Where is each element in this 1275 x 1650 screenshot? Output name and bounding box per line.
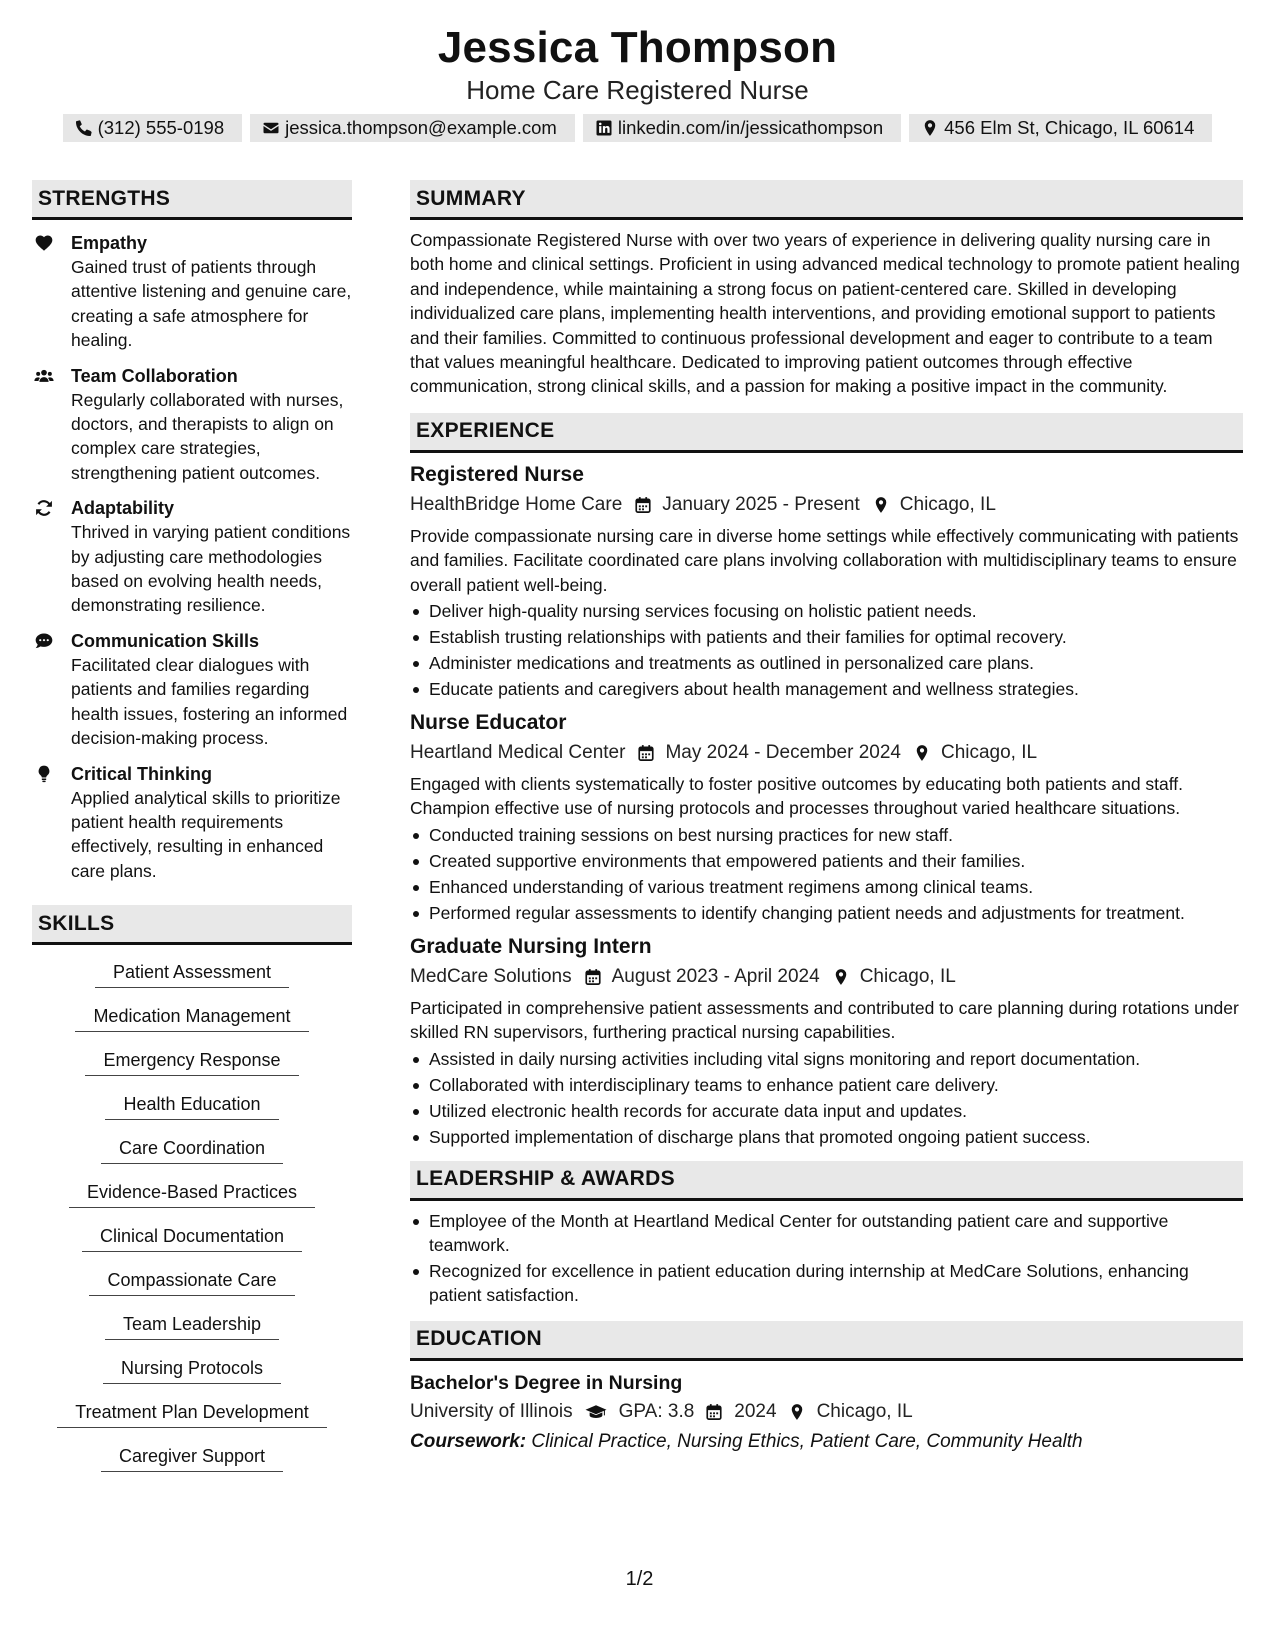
job-meta bbox=[410, 962, 1243, 992]
skill-tag: Team Leadership bbox=[105, 1311, 279, 1340]
contact-bar bbox=[0, 114, 1275, 142]
skill-tag: Patient Assessment bbox=[95, 959, 289, 988]
bullet-item: Conducted training sessions on best nursing practices for new staff. bbox=[410, 823, 1243, 847]
leadership-heading: LEADERSHIP & AWARDS bbox=[410, 1161, 1243, 1201]
degree-title: Bachelor's Degree in Nursing bbox=[410, 1371, 683, 1394]
location-pin-icon bbox=[832, 968, 850, 986]
education-heading: EDUCATION bbox=[410, 1321, 1243, 1361]
linkedin-text: linkedin.com/in/jessicathompson bbox=[617, 117, 884, 138]
linkedin-icon bbox=[595, 119, 613, 137]
job-bullets bbox=[410, 1047, 1243, 1149]
location-pin-icon bbox=[913, 744, 931, 762]
contact-email[interactable] bbox=[250, 114, 575, 142]
bullet-item: Created supportive environments that empowered patients and their families. bbox=[410, 849, 1243, 873]
calendar-icon bbox=[637, 744, 655, 762]
resume-header bbox=[0, 22, 1275, 106]
education-meta bbox=[410, 1397, 1243, 1427]
job-location: Chicago, IL bbox=[859, 965, 956, 987]
strength-title: Critical Thinking bbox=[71, 763, 213, 784]
candidate-title: Home Care Registered Nurse bbox=[466, 75, 809, 105]
bullet-item: Establish trusting relationships with patients and their families for optimal recovery. bbox=[410, 625, 1243, 649]
job-company: HealthBridge Home Care bbox=[410, 493, 623, 515]
contact-phone bbox=[63, 114, 243, 142]
bullet-item: Deliver high-quality nursing services focusing on holistic patient needs. bbox=[410, 599, 1243, 623]
strength-item bbox=[32, 629, 352, 751]
strength-title: Communication Skills bbox=[71, 630, 260, 651]
job-bullets bbox=[410, 599, 1243, 701]
award-item: Employee of the Month at Heartland Medical Center for outstanding patient care and supportive teamwork. bbox=[410, 1209, 1243, 1257]
skill-tag: Caregiver Support bbox=[101, 1443, 283, 1472]
sync-icon bbox=[34, 498, 54, 518]
strength-item bbox=[32, 496, 352, 618]
strength-item bbox=[32, 364, 352, 486]
strength-title: Adaptability bbox=[71, 498, 175, 519]
phone-text: (312) 555-0198 bbox=[97, 117, 225, 138]
strength-desc: Facilitated clear dialogues with patients and families regarding health issues, fostering an informed decision-making process. bbox=[71, 654, 348, 749]
skill-tag: Emergency Response bbox=[85, 1047, 298, 1076]
strength-item bbox=[32, 231, 352, 353]
graduation-cap-icon bbox=[583, 1403, 609, 1421]
strength-desc: Regularly collaborated with nurses, doctors, and therapists to align on complex care strategies, strengthening patient outcomes. bbox=[71, 389, 344, 483]
bullet-item: Educate patients and caregivers about health management and wellness strategies. bbox=[410, 677, 1243, 701]
location-pin-icon bbox=[921, 119, 939, 137]
coursework bbox=[410, 1427, 1243, 1457]
candidate-name: Jessica Thompson bbox=[437, 23, 838, 72]
job-company: MedCare Solutions bbox=[410, 965, 572, 987]
envelope-icon bbox=[262, 119, 280, 137]
left-column bbox=[32, 180, 352, 1487]
chat-icon bbox=[34, 631, 54, 651]
location-pin-icon bbox=[872, 496, 890, 514]
skill-tag: Care Coordination bbox=[101, 1135, 283, 1164]
strength-desc: Applied analytical skills to prioritize patient health requirements effectively, resulting in enhanced care plans. bbox=[71, 787, 341, 881]
award-item: Recognized for excellence in patient education during internship at MedCare Solutions, enhancing patient satisfaction. bbox=[410, 1259, 1243, 1307]
strength-desc: Gained trust of patients through attentive listening and genuine care, creating a safe atmosphere for healing. bbox=[71, 257, 352, 351]
job-entry bbox=[410, 460, 1243, 701]
email-text: jessica.thompson@example.com bbox=[285, 117, 557, 138]
calendar-icon bbox=[584, 968, 602, 986]
job-entry bbox=[410, 708, 1243, 925]
skill-tag: Evidence-Based Practices bbox=[69, 1179, 315, 1208]
bullet-item: Assisted in daily nursing activities including vital signs monitoring and report documentation. bbox=[410, 1047, 1243, 1071]
location-pin-icon bbox=[787, 1403, 807, 1421]
page-number-text: 1/2 bbox=[625, 1568, 654, 1590]
job-title: Nurse Educator bbox=[410, 711, 567, 735]
bullet-item: Performed regular assessments to identify changing patient needs and adjustments for treatment. bbox=[410, 901, 1243, 925]
contact-address bbox=[909, 114, 1212, 142]
strength-title: Team Collaboration bbox=[71, 365, 238, 386]
skill-tag: Clinical Documentation bbox=[82, 1223, 302, 1252]
bullet-item: Administer medications and treatments as outlined in personalized care plans. bbox=[410, 651, 1243, 675]
phone-icon bbox=[75, 119, 93, 137]
job-bullets bbox=[410, 823, 1243, 925]
strength-item bbox=[32, 762, 352, 884]
skill-tag: Health Education bbox=[105, 1091, 278, 1120]
page-number bbox=[0, 1568, 1275, 1591]
strength-desc: Thrived in varying patient conditions by adjusting care methodologies based on evolving health needs, demonstrating resilience. bbox=[71, 522, 351, 616]
job-dates: May 2024 - December 2024 bbox=[665, 742, 901, 764]
experience-heading: EXPERIENCE bbox=[410, 413, 1243, 453]
strength-title: Empathy bbox=[71, 233, 148, 253]
calendar-icon bbox=[634, 496, 652, 514]
right-column bbox=[410, 180, 1243, 1457]
skill-tag: Medication Management bbox=[75, 1003, 308, 1032]
skills-list bbox=[32, 959, 352, 1487]
leadership-list bbox=[410, 1209, 1243, 1307]
job-description: Provide compassionate nursing care in diverse home settings while effectively communicating with patients and families. Facilitate coordinated care plans involving collaboration with multidisciplinary teams to ensure overall patient well-being. bbox=[410, 525, 1239, 595]
skill-tag: Nursing Protocols bbox=[103, 1355, 281, 1384]
graduation-year: 2024 bbox=[734, 1400, 777, 1422]
job-entry bbox=[410, 932, 1243, 1149]
bullet-item: Enhanced understanding of various treatment regimens among clinical teams. bbox=[410, 875, 1243, 899]
job-title: Registered Nurse bbox=[410, 462, 584, 486]
job-meta bbox=[410, 738, 1243, 768]
skill-tag: Compassionate Care bbox=[89, 1267, 294, 1296]
job-dates: January 2025 - Present bbox=[662, 493, 860, 515]
job-meta bbox=[410, 490, 1243, 520]
job-location: Chicago, IL bbox=[899, 493, 996, 515]
summary-heading: SUMMARY bbox=[410, 180, 1243, 220]
address-text: 456 Elm St, Chicago, IL 60614 bbox=[944, 117, 1195, 138]
job-title: Graduate Nursing Intern bbox=[410, 934, 652, 958]
coursework-label: Coursework: bbox=[410, 1430, 527, 1452]
strengths-heading: STRENGTHS bbox=[32, 180, 352, 220]
bullet-item: Collaborated with interdisciplinary teams to enhance patient care delivery. bbox=[410, 1073, 1243, 1097]
school-name: University of Illinois bbox=[410, 1400, 573, 1422]
job-company: Heartland Medical Center bbox=[410, 742, 626, 764]
heart-icon bbox=[34, 233, 54, 253]
job-description: Participated in comprehensive patient assessments and contributed to care planning during rotations under skilled RN supervisors, furthering practical nursing capabilities. bbox=[410, 997, 1239, 1043]
job-description: Engaged with clients systematically to foster positive outcomes by educating both patients and staff. Champion effective use of nursing protocols and processes throughout varied healthcare situations. bbox=[410, 774, 1184, 819]
skill-tag: Treatment Plan Development bbox=[57, 1399, 326, 1428]
contact-linkedin[interactable] bbox=[583, 114, 901, 142]
summary-text: Compassionate Registered Nurse with over two years of experience in delivering quality nursing care in both home and clinical settings. Proficient in using advanced medical technology to promote patient healing and independence, while maintaining a strong focus on patient-centered care. Skilled in developing individualized care plans, implementing health interventions, and providing emotional support to patients and their families. Committed to continuous professional development and eager to contribute to a team that values meaningful healthcare. Dedicated to improving patient outcomes through effective communication, strong clinical skills, and a passion for making a positive impact in the community. bbox=[410, 230, 1240, 397]
calendar-icon bbox=[704, 1403, 724, 1421]
lightbulb-icon bbox=[34, 764, 54, 784]
school-location: Chicago, IL bbox=[816, 1400, 913, 1422]
job-location: Chicago, IL bbox=[940, 742, 1038, 764]
skills-heading: SKILLS bbox=[32, 905, 352, 945]
bullet-item: Utilized electronic health records for accurate data input and updates. bbox=[410, 1099, 1243, 1123]
users-icon bbox=[34, 366, 54, 386]
gpa: GPA: 3.8 bbox=[618, 1400, 695, 1422]
job-dates: August 2023 - April 2024 bbox=[611, 965, 820, 987]
coursework-list: Clinical Practice, Nursing Ethics, Patient Care, Community Health bbox=[531, 1430, 1083, 1452]
bullet-item: Supported implementation of discharge plans that promoted ongoing patient success. bbox=[410, 1125, 1243, 1149]
